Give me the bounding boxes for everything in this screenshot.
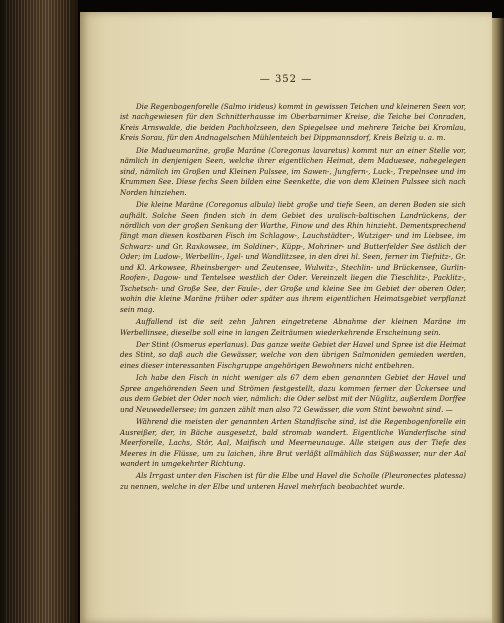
paragraph-small-maraene: Die kleine Maräne (Coregonus albula) liebt große und tiefe Seen, an deren Boden sie sich aufhält. Solche Seen finden sich in dem Gebiet des uralisch-baltischen Landrückens, der nördlich von der großen Senkung der Warthe, Finow und des Rhin hinzieht. Dementsprechend fängt man diesen kostbaren Fisch im Schlagow-, Lauchstädter-, Wutziger- und im Liebsee, im Schwarz- und Gr. Raxkowsee, im Soldiner-, Küpp-, Mohriner- und Butterfelder See östlich der Oder; im Ludow-, Werbellin-, Igel- und Wandlitzsee, in den drei hl. Seen, ferner im Tiefnitz-, Gr. und Kl. Arkowsee, Rheinsberger- und Zeutensee, Wulwitz-, Stechlin- und Brückensee, Gurlin-Roofen-, Dagow- und Tentelsee westlich der Oder. Vereinzelt liegen die Tieschlitz-, Packlitz-, Tschetsch- und Große See, der Faule-, der Große und kleine See im Gebiet der oberen Oder, wohin die kleine Maräne früher oder später aus ihrem eigentlichen Heimatsgebiet verpflanzt sein mag. [120, 200, 466, 314]
book-page [80, 12, 492, 623]
paragraph-migratory-fish: Während die meisten der genannten Arten Standfische sind, ist die Regenbogenforelle ein Ausreißer, der, in Bäche ausgesetzt, bald stromab wandert. Eigentliche Wanderfische sind Meerforelle, Lachs, Stör, Aal, Maifisch und Meerneunauge. Alle steigen aus der Tiefe des Meeres in die Flüsse, um zu laichen, ihre Brut verläßt allmählich das Süßwasser, nur der Aal wandert in umgekehrter Richtung. [120, 417, 466, 468]
paragraph-rainbow-trout: Die Regenbogenforelle (Salmo irideus) kommt in gewissen Teichen und kleineren Seen vor, ist nachgewiesen für den Schnitterhausse im Oberbarnimer Kreise, die Teiche bei Conraden, Kreis Arnswalde, die beiden Pachholzseen, den Spiegelsee und mehrere Teiche bei Kromlau, Kreis Sorau, für den Andnagelschen Mühlenteich bei Dippmannsdorf, Kreis Belzig u. a. m. [120, 102, 466, 143]
text-column [120, 102, 466, 494]
page-number: — 352 — [259, 74, 313, 85]
page-edges [6, 0, 72, 623]
paragraph-plaice: Als Irrgast unter den Fischen ist für die Elbe und Havel die Scholle (Pleuronectes platessa) zu nennen, welche in der Elbe und unteren Havel mehrfach beobachtet wurde. [120, 471, 466, 491]
book-page-block-left [0, 0, 78, 623]
paragraph-large-maraene: Die Madueumaräne, große Maräne (Coregonus lavaretus) kommt nur an einer Stelle vor, nämlich in denjenigen Seen, welche ihrer eigentlichen Heimat, dem Maduesee, nahegelegen sind, nämlich im Großen und Kleinen Pulssee, im Sawen-, Jungfern-, Luck-, Trepelnsee und im Krummen See. Diese fechs Seen bilden eine Seenkette, die von dem Kleinen Pulssee sich nach Norden hinziehen. [120, 145, 466, 197]
book-page-edge-right [492, 18, 504, 623]
paragraph-smelt: Der Stint (Osmerus eperlanus). Das ganze weite Gebiet der Havel und Spree ist die Heimat des Stint, so daß auch die Gewässer, welche von den übrigen Salmoniden gemieden werden, eines dieser interessanten Fischgruppe angehörigen Bewohners nicht entbehren. [120, 339, 466, 370]
paragraph-maraene-decline: Auffallend ist die seit zehn Jahren eingetretene Abnahme der kleinen Maräne im Werbellinsee, dieselbe soll eine in langen Zeiträumen wiederkehrende Erscheinung sein. [120, 317, 466, 337]
paragraph-smelt-waters: Ich habe den Fisch in nicht weniger als 67 dem eben genannten Gebiet der Havel und Spree angehörenden Seen und Strömen festgestellt, dazu kommen ferner der Ückersee und aus dem Gebiet der Oder noch vier, nämlich: die Oder selbst mit der Nüglitz, außerdem Dorffee und Neuwedellersee; im ganzen zählt man also 72 Gewässer, die vom Stint bewohnt sind. — [120, 373, 466, 414]
